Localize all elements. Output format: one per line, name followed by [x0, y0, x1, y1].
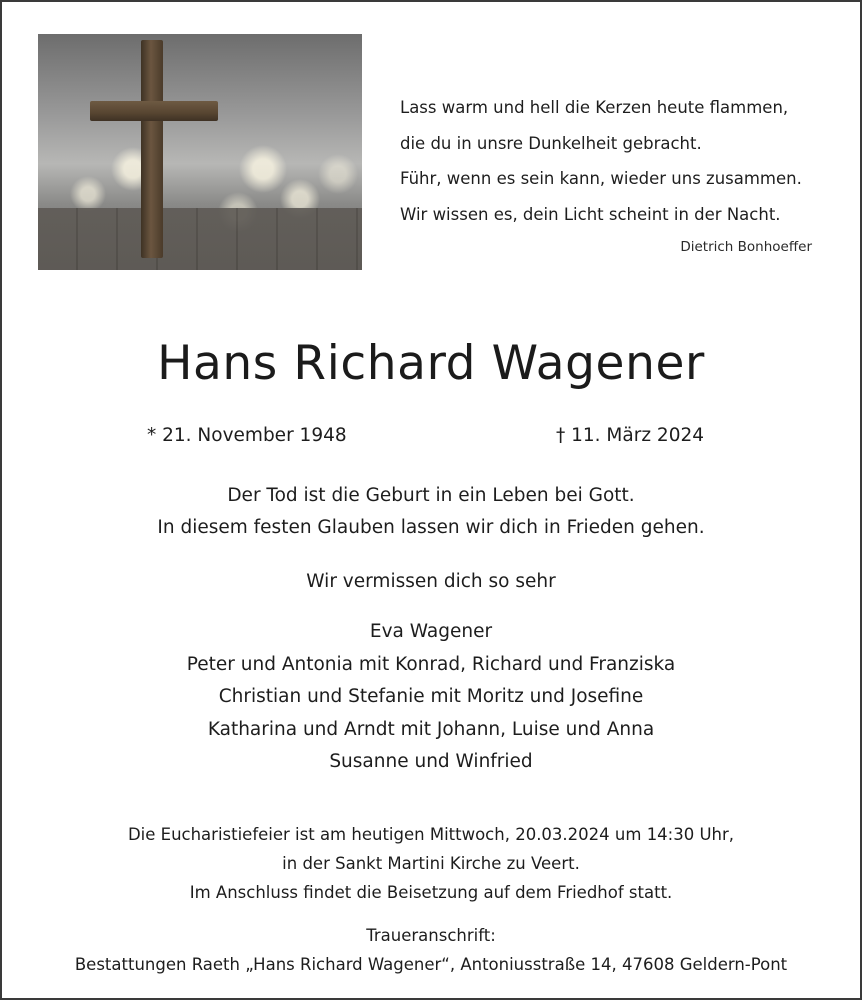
service-info	[0, 820, 862, 907]
family-member: Eva Wagener	[369, 621, 493, 642]
poem-line: Führ, wenn es sein kann, wieder uns zusammen.	[400, 169, 802, 188]
deceased-name: Hans Richard Wagener	[157, 336, 705, 391]
verse-line: Der Tod ist die Geburt in ein Leben bei Gott.	[227, 485, 635, 506]
death-date-text: 11. März 2024	[565, 425, 705, 446]
family-list	[0, 616, 862, 779]
birth-date: * 21. November 1948	[147, 425, 347, 446]
service-line: Im Anschluss findet die Beisetzung auf dem Friedhof statt.	[189, 883, 673, 902]
cross-vertical-beam	[141, 40, 163, 258]
family-member: Peter und Antonia mit Konrad, Richard und Franziska	[186, 653, 676, 675]
address-line: Bestattungen Raeth „Hans Richard Wagener“, Antoniusstraße 14, 47608 Geldern-Pont	[74, 955, 788, 974]
service-line: in der Sankt Martini Kirche zu Veert.	[282, 854, 580, 873]
cross-photo	[38, 34, 362, 270]
death-date	[556, 425, 704, 446]
address-heading: Traueranschrift:	[366, 926, 496, 945]
poem-line: die du in unsre Dunkelheit gebracht.	[400, 133, 702, 153]
poem-line: Lass warm und hell die Kerzen heute flammen,	[400, 98, 789, 117]
service-line: Die Eucharistiefeier ist am heutigen Mittwoch, 20.03.2024 um 14:30 Uhr,	[127, 825, 735, 844]
mourning-address	[0, 921, 862, 979]
poem-line: Wir wissen es, dein Licht scheint in der Nacht.	[400, 204, 781, 224]
poem-author: Dietrich Bonhoeffer	[680, 239, 812, 255]
family-member: Christian und Stefanie mit Moritz und Josefine	[218, 686, 644, 707]
family-member: Katharina und Arndt mit Johann, Luise und Anna	[207, 718, 655, 740]
cross-symbol-icon: †	[556, 425, 566, 446]
miss-line: Wir vermissen dich so sehr	[306, 571, 556, 592]
wooden-floor	[38, 208, 362, 270]
poem	[400, 90, 802, 232]
cross-horizontal-beam	[90, 101, 218, 121]
verse-line: In diesem festen Glauben lassen wir dich in Frieden gehen.	[157, 517, 705, 538]
family-member: Susanne und Winfried	[329, 751, 533, 772]
faith-verse	[0, 480, 862, 544]
